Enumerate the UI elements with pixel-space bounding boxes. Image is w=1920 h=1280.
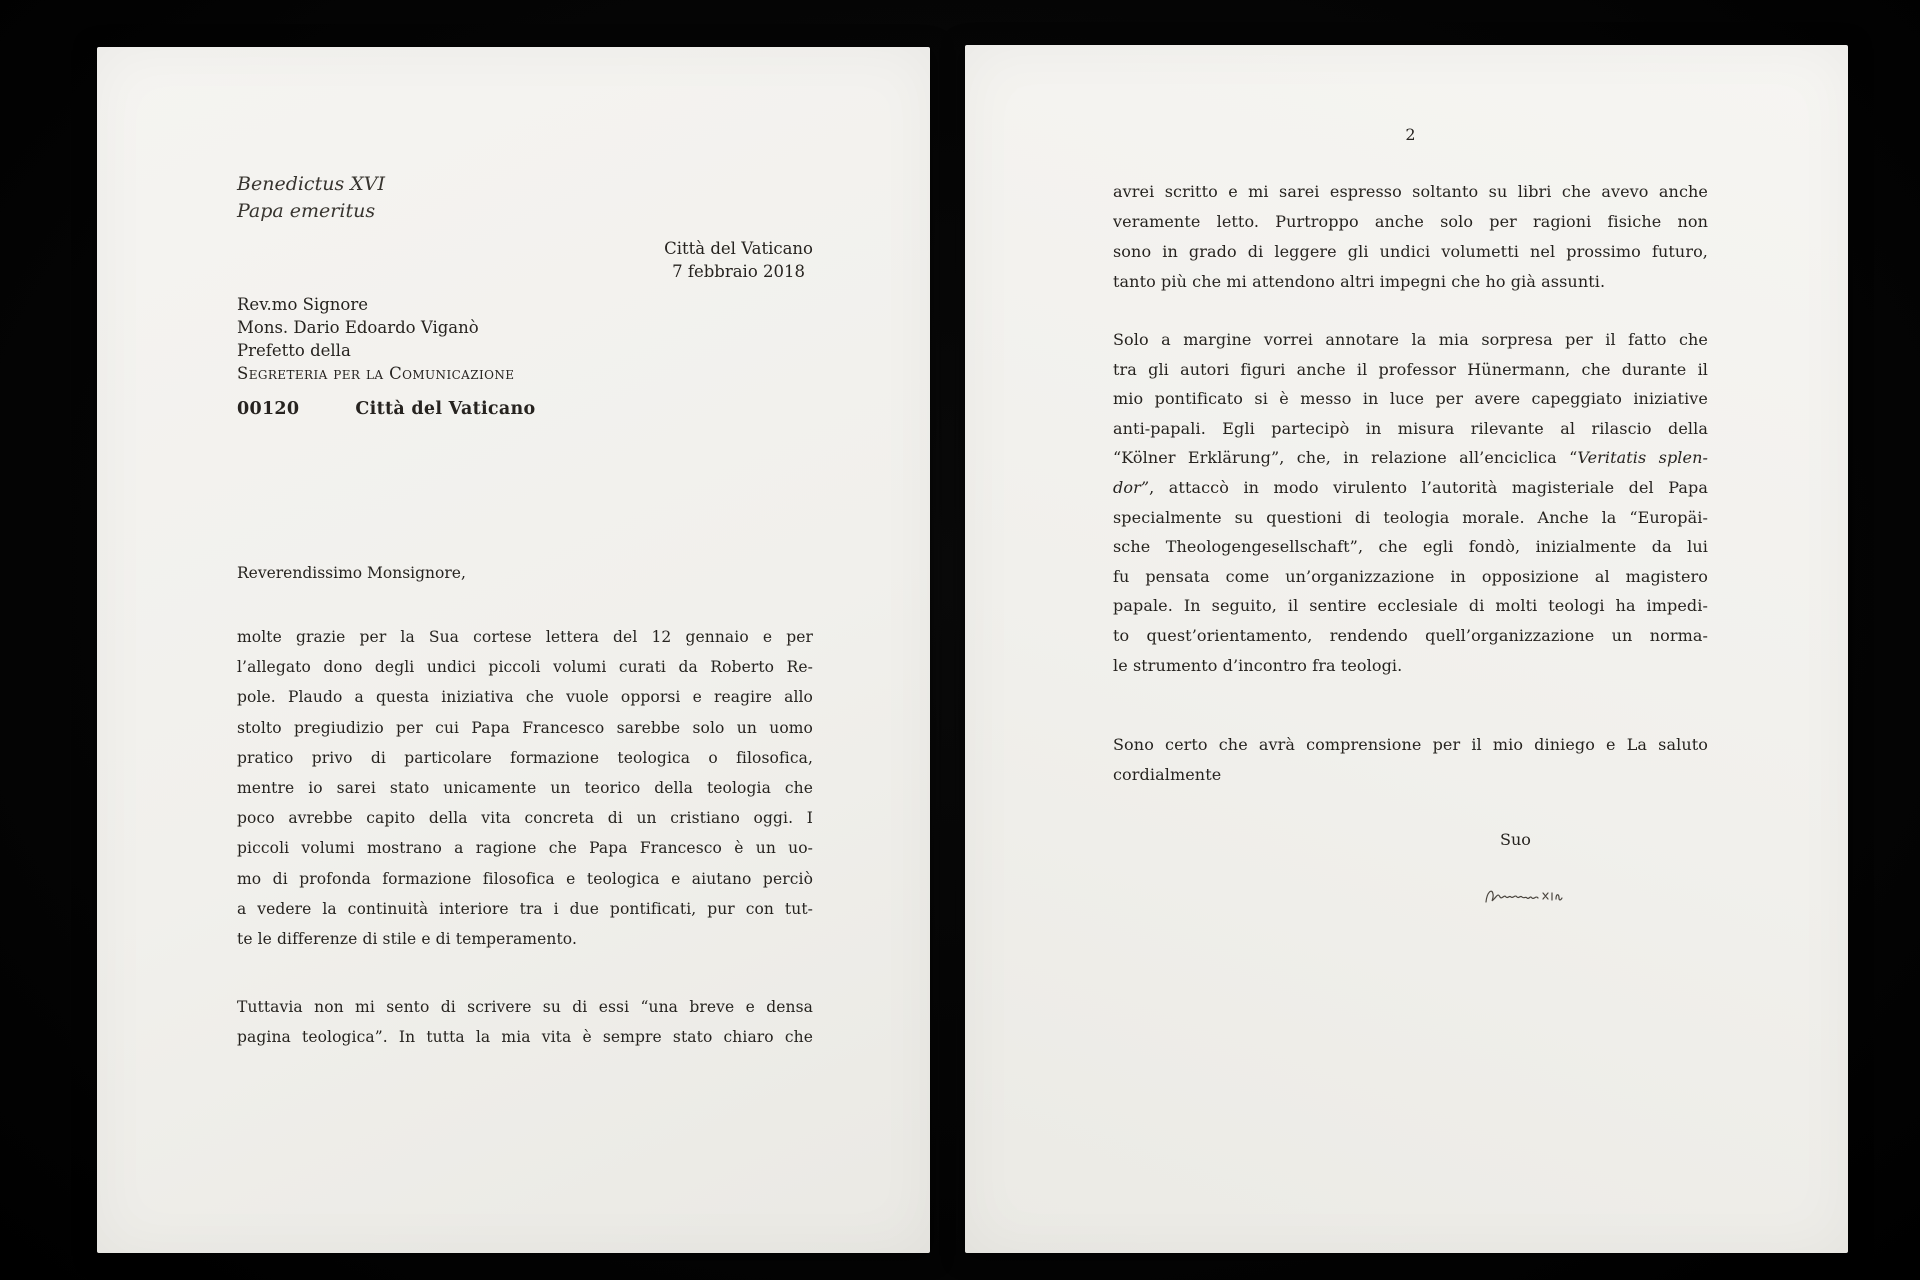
text-line: piccoli volumi mostrano a ragione che Papa Francesco è un uo- (237, 839, 813, 858)
postal-city: Città del Vaticano (355, 399, 536, 419)
text-line: veramente letto. Purtroppo anche solo per ragioni fisiche non (1113, 212, 1708, 231)
text-line: pole. Plaudo a questa iniziativa che vuole opporsi e reagire allo (237, 688, 813, 707)
text-line: to quest’orientamento, rendendo quell’organizzazione un norma- (1113, 625, 1708, 645)
letterhead-name: Benedictus XVI (237, 173, 385, 195)
letterhead (237, 171, 385, 225)
postal-code: 00120 (237, 399, 300, 419)
text-segment: “Kölner Erklärung”, che, in relazione all’enciclica “ (1113, 448, 1578, 468)
letter-page-1 (97, 47, 930, 1253)
recipient-office: Segreteria per la Comunicazione (237, 364, 515, 383)
letterhead-title: Papa emeritus (237, 200, 376, 222)
text-line: Solo a margine vorrei annotare la mia sorpresa per il fatto che (1113, 330, 1708, 349)
italic-text-segment: dor” (1113, 477, 1150, 497)
recipient-block (237, 293, 514, 385)
text-line: te le differenze di stile e di temperamento. (237, 930, 577, 949)
dateline-date: 7 febbraio 2018 (672, 262, 806, 281)
recipient-role: Prefetto della (237, 341, 351, 360)
text-segment: , attaccò in modo virulento l’autorità magisteriale del Papa (1149, 477, 1708, 497)
letter-page-2 (965, 45, 1848, 1253)
body-paragraph-4 (1113, 325, 1708, 680)
text-line (1113, 443, 1708, 473)
text-line: papale. In seguito, il sentire ecclesiale di molti teologi ha impedi- (1113, 596, 1708, 616)
dateline (664, 237, 813, 283)
body-paragraph-1 (237, 622, 813, 954)
text-line: specialmente su questioni di teologia morale. Anche la “Europäi- (1113, 507, 1708, 527)
text-line: pratico privo di particolare formazione teologica o filosofica, (237, 748, 813, 767)
text-line: Tuttavia non mi sento di scrivere su di essi “una breve e densa (237, 998, 813, 1016)
text-line: mo di profonda formazione filosofica e teologica e aiutano perciò (237, 869, 813, 888)
recipient-name: Mons. Dario Edoardo Viganò (237, 318, 479, 337)
text-line: molte grazie per la Sua cortese lettera del 12 gennaio e per (237, 628, 813, 646)
page-number: 2 (1405, 125, 1416, 144)
body-paragraph-5 (1113, 730, 1708, 790)
italic-text-segment: Veritatis splen- (1577, 448, 1708, 468)
text-line: sono in grado di leggere gli undici volumetti nel prossimo futuro, (1113, 242, 1708, 261)
text-line: le strumento d’incontro fra teologi. (1113, 655, 1403, 675)
text-line: Sono certo che avrà comprensione per il mio diniego e La saluto (1113, 735, 1708, 754)
text-line: tra gli autori figuri anche il professor Hünermann, che durante il (1113, 359, 1708, 379)
text-line: poco avrebbe capito della vita concreta di un cristiano oggi. I (237, 809, 813, 828)
body-paragraph-2 (237, 992, 813, 1052)
signature-handwritten-icon (1483, 883, 1583, 913)
body-paragraph-3 (1113, 177, 1708, 297)
text-line: mentre io sarei stato unicamente un teorico della teologia che (237, 779, 813, 798)
salutation: Reverendissimo Monsignore, (237, 564, 466, 582)
postal-address (237, 399, 536, 419)
recipient-honorific: Rev.mo Signore (237, 295, 368, 314)
text-line: anti-papali. Egli partecipò in misura rilevante al rilascio della (1113, 418, 1708, 438)
text-line: a vedere la continuità interiore tra i due pontificati, pur con tut- (237, 899, 813, 918)
closing-valediction: Suo (1500, 830, 1531, 849)
dateline-place: Città del Vaticano (664, 239, 813, 258)
text-line: fu pensata come un’organizzazione in opposizione al magistero (1113, 566, 1708, 586)
text-line (1113, 473, 1708, 503)
text-line: cordialmente (1113, 765, 1222, 784)
text-line: tanto più che mi attendono altri impegni che ho già assunti. (1113, 272, 1606, 291)
text-line: stolto pregiudizio per cui Papa Francesco sarebbe solo un uomo (237, 718, 813, 737)
text-line: pagina teologica”. In tutta la mia vita è sempre stato chiaro che (237, 1028, 813, 1047)
text-line: sche Theologengesellschaft”, che egli fondò, inizialmente da lui (1113, 537, 1708, 557)
text-line: avrei scritto e mi sarei espresso soltanto su libri che avevo anche (1113, 182, 1708, 201)
text-line: l’allegato dono degli undici piccoli volumi curati da Roberto Re- (237, 658, 813, 677)
text-line: mio pontificato si è messo in luce per avere capeggiato iniziative (1113, 389, 1708, 409)
